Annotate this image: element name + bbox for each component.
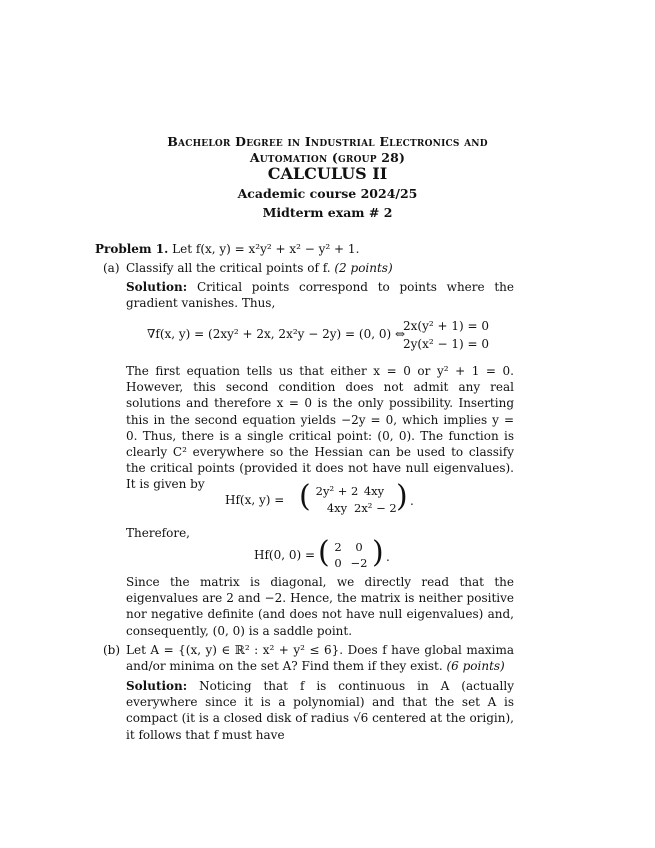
part-a-question-text: Classify all the critical points of f. [126, 261, 331, 275]
hessian-cell-12: 4xy [363, 484, 385, 498]
academic-course: Academic course 2024/25 [237, 186, 418, 201]
hessian-right-paren: ) [396, 479, 408, 514]
hessian0-cell-11: 2 [334, 540, 342, 554]
course-title: CALCULUS II [267, 164, 388, 183]
problem-statement [95, 241, 515, 257]
hessian0-period: . [386, 550, 390, 564]
problem-text: Let f(x, y) = x²y² + x² − y² + 1. [172, 242, 360, 256]
degree-line-2: Automation (group 28) [249, 150, 406, 165]
part-b-solution-label: Solution: [126, 679, 188, 693]
part-a-marker: (a) [103, 261, 120, 275]
part-b-solution-text: Noticing that f is continuous in A (actually everywhere since it is a polynomial) and that the set A is compact (it is a closed disk of radius √6 centered at the origin), it follows that f must have [126, 679, 514, 742]
part-a-paragraph-2: Since the matrix is diagonal, we directly read that the eigenvalues are 2 and −2. Hence, the matrix is neither positive nor negative definite (and does not have null eigenvalues) and, consequently, (0, 0) is a saddle point. [126, 575, 514, 638]
part-b-solution [126, 678, 514, 743]
hessian-cell-22: 2x² − 2 [354, 501, 397, 515]
hessian0-lhs: Hf(0, 0) = [254, 548, 316, 562]
part-b-question [126, 642, 514, 674]
part-a-intro-text: Critical points correspond to points where the gradient vanishes. Thus, [126, 280, 514, 311]
hessian-cell-11: 2y² + 2 [315, 484, 359, 498]
hessian0-right-paren: ) [372, 535, 384, 570]
therefore-text: Therefore, [126, 526, 190, 540]
hessian0-cell-22: −2 [350, 556, 368, 570]
hessian-period: . [410, 494, 414, 508]
part-b-marker: (b) [103, 643, 121, 657]
degree-line-1: Bachelor Degree in Industrial Electronics and [167, 134, 488, 149]
part-a-solution-intro [126, 279, 514, 311]
exam-title: Midterm exam # 2 [262, 205, 393, 220]
part-a-points: (2 points) [334, 261, 393, 275]
gradient-equation: ∇f(x, y) = (2xy² + 2x, 2x²y − 2y) = (0, 0) ⇔ [147, 327, 406, 341]
hessian0-left-paren: ( [318, 535, 330, 570]
part-b-question-text: Let A = {(x, y) ∈ ℝ² : x² + y² ≤ 6}. Does f have global maxima and/or minima on the set A? Find them if they exist. [126, 643, 514, 674]
hessian-lhs: Hf(x, y) = [225, 493, 285, 507]
hessian0-cell-21: 0 [334, 556, 342, 570]
system-equation-1: 2x(y² + 1) = 0 [403, 319, 489, 333]
hessian0-cell-12: 0 [355, 540, 363, 554]
system-equation-2: 2y(x² − 1) = 0 [403, 337, 489, 351]
part-a-question [126, 260, 516, 276]
part-a-solution-label: Solution: [126, 280, 188, 294]
part-a-paragraph-1: The first equation tells us that either x = 0 or y² + 1 = 0. However, this second condition does not admit any real solutions and therefore x = 0 is the only possibility. Inserting this in the second equation yields −2y = 0, which implies y = 0. Thus, there is a single critical point: (0, 0). The function is clearly C² everywhere so the Hessian can be used to classify the critical points (provided it does not have null eigenvalues). It is given by [126, 364, 514, 492]
problem-label: Problem 1. [95, 242, 169, 256]
part-b-points: (6 points) [446, 659, 505, 674]
hessian-left-paren: ( [299, 479, 311, 514]
hessian-cell-21: 4xy [326, 501, 348, 515]
